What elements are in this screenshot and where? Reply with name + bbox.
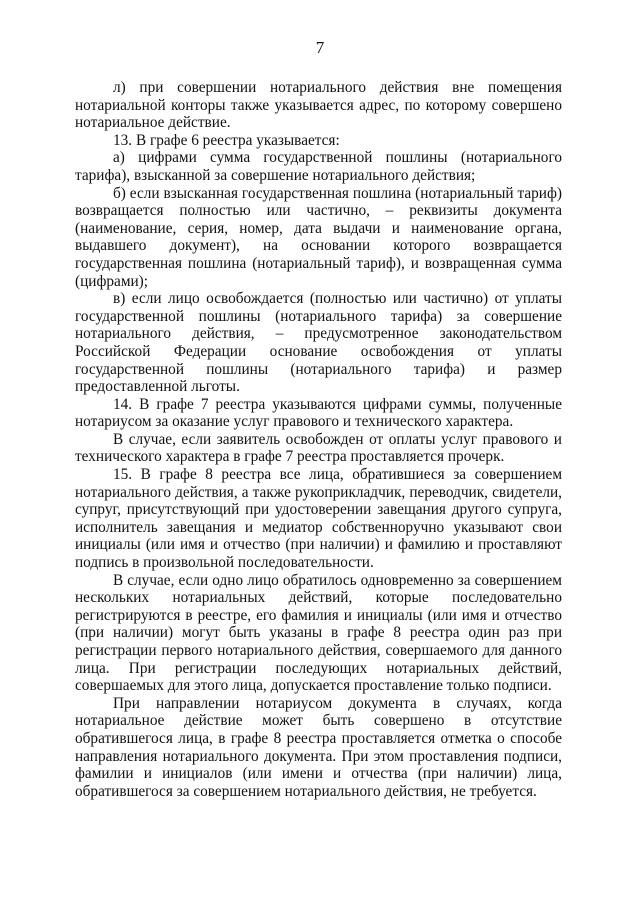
paragraph-13b-fee-refund: б) если взысканная государственная пошлина (нотариальный тариф) возвращается полностью или частично, – реквизиты документа (наименование, серия, номер, дата выдачи и наименование органа, выдавшего документ), на основании которого возвращается государственная пошлина (нотариальный тариф), и возвращенная сумма (цифрами);: [75, 184, 562, 290]
page-number: 7: [315, 38, 325, 57]
paragraph-14-exemption-dash: В случае, если заявитель освобожден от оплаты услуг правового и технического характера в графе 7 реестра проставляется прочерк.: [75, 430, 562, 466]
document-body: [75, 79, 562, 800]
paragraph-item-l-address: л) при совершении нотариального действия вне помещения нотариальной конторы также указывается адрес, по которому совершено нотариальное действие.: [75, 79, 562, 132]
paragraph-15-signatures: 15. В графе 8 реестра все лица, обратившиеся за совершением нотариального действия, а также рукоприкладчик, переводчик, свидетели, супруг, присутствующий при удостоверении завещания другого супруга, исполнитель завещания и медиатор собственноручно указывают свои инициалы (или имя и отчество (при наличии) и фамилию и проставляют подпись в произвольной последовательности.: [75, 466, 562, 572]
paragraph-13a-fee-amount: а) цифрами сумма государственной пошлины (нотариального тарифа), взысканной за совершение нотариального действия;: [75, 149, 562, 184]
paragraph-14-service-sums: 14. В графе 7 реестра указываются цифрами суммы, полученные нотариусом за оказание услуг правового и технического характера.: [75, 395, 562, 431]
paragraph-15-remote-sending: При направлении нотариусом документа в случаях, когда нотариальное действие может быть совершено в отсутствие обратившегося лица, в графе 8 реестра проставляется отметка о способе направления нотариального документа. При этом проставления подписи, фамилии и инициалов (или имени и отчества (при наличии) лица, обратившегося за совершением нотариального действия, не требуется.: [75, 694, 562, 800]
paragraph-13-heading: 13. В графе 6 реестра указывается:: [113, 131, 340, 149]
paragraph-15-multiple-actions: В случае, если одно лицо обратилось одновременно за совершением нескольких нотариальных действий, которые последовательно регистрируются в реестре, его фамилия и инициалы (или имя и отчество (при наличии) могут быть указаны в графе 8 реестра один раз при регистрации первого нотариального действия, совершаемого для данного лица. При регистрации последующих нотариальных действий, совершаемых для этого лица, допускается проставление только подписи.: [75, 571, 562, 695]
paragraph-13v-fee-exemption: в) если лицо освобождается (полностью или частично) от уплаты государственной пошлины (нотариального тарифа) за совершение нотариального действия, – предусмотренное законодательством Российской Федерации основание освобождения от уплаты государственной пошлины (нотариального тарифа) и размер предоставленной льготы.: [75, 290, 562, 396]
